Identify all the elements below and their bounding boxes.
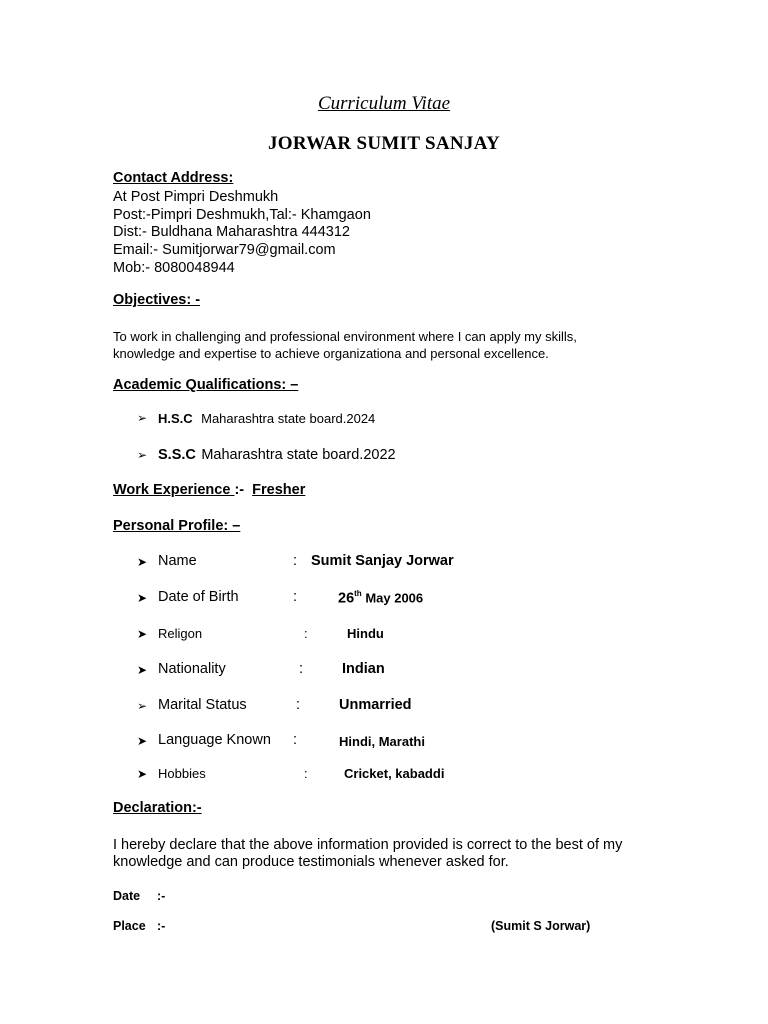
academic-heading: Academic Qualifications: – bbox=[113, 377, 299, 393]
contact-line: Post:-Pimpri Deshmukh,Tal:- Khamgaon bbox=[113, 207, 371, 223]
qualification-item bbox=[158, 410, 375, 428]
qualification-degree: H.S.C bbox=[158, 411, 193, 426]
work-heading: Work Experience bbox=[113, 482, 235, 498]
date-separator: :- bbox=[157, 889, 166, 903]
profile-label: Nationality bbox=[158, 661, 226, 677]
profile-colon: : bbox=[293, 553, 298, 569]
profile-label: Religon bbox=[158, 626, 203, 641]
objectives-text: To work in challenging and professional environment where I can apply my skills, bbox=[113, 329, 577, 344]
arrow-bullet-icon: ➤ bbox=[137, 663, 148, 677]
profile-label: Marital Status bbox=[158, 697, 247, 713]
declaration-text: knowledge and can produce testimonials whenever asked for. bbox=[113, 854, 509, 870]
arrow-bullet-icon: ➢ bbox=[137, 699, 148, 713]
work-value: Fresher bbox=[252, 482, 306, 498]
profile-value bbox=[338, 589, 423, 607]
place-label: Place bbox=[113, 919, 146, 933]
arrow-bullet-icon: ➤ bbox=[137, 767, 148, 781]
arrow-bullet-icon: ➢ bbox=[137, 448, 148, 462]
dob-day: 26 bbox=[338, 590, 355, 607]
profile-colon: : bbox=[296, 697, 301, 713]
qualification-item bbox=[158, 446, 396, 464]
objectives-text: knowledge and expertise to achieve organizationa and personal excellence. bbox=[113, 346, 549, 361]
work-separator: :- bbox=[234, 482, 245, 498]
profile-value: Hindu bbox=[347, 626, 384, 641]
work-experience bbox=[113, 482, 305, 498]
candidate-name: JORWAR SUMIT SANJAY bbox=[267, 133, 501, 154]
profile-colon: : bbox=[299, 661, 304, 677]
contact-email: Email:- Sumitjorwar79@gmail.com bbox=[113, 242, 336, 258]
profile-heading: Personal Profile: – bbox=[113, 518, 241, 534]
profile-value: Sumit Sanjay Jorwar bbox=[311, 553, 454, 569]
profile-label: Date of Birth bbox=[158, 589, 239, 605]
profile-label: Hobbies bbox=[158, 766, 206, 781]
qualification-degree: S.S.C bbox=[158, 447, 196, 463]
profile-colon: : bbox=[304, 626, 308, 641]
dob-month-year: May 2006 bbox=[361, 590, 424, 606]
profile-value: Indian bbox=[342, 661, 385, 677]
signature: (Sumit S Jorwar) bbox=[491, 919, 591, 933]
contact-mobile: Mob:- 8080048944 bbox=[113, 260, 235, 276]
profile-value: Cricket, kabaddi bbox=[344, 766, 445, 781]
profile-value: Unmarried bbox=[339, 697, 412, 713]
arrow-bullet-icon: ➤ bbox=[137, 555, 148, 569]
objectives-heading: Objectives: - bbox=[113, 292, 201, 308]
declaration-text: I hereby declare that the above information provided is correct to the best of my bbox=[113, 837, 623, 853]
arrow-bullet-icon: ➤ bbox=[137, 734, 148, 748]
declaration-heading: Declaration:- bbox=[113, 800, 202, 816]
dob-suffix: th bbox=[354, 589, 362, 598]
profile-colon: : bbox=[293, 732, 298, 748]
profile-label: Language Known bbox=[158, 732, 271, 748]
document-title: Curriculum Vitae bbox=[317, 93, 451, 114]
profile-label: Name bbox=[158, 553, 197, 569]
qualification-detail: Maharashtra state board.2024 bbox=[201, 411, 376, 426]
profile-colon: : bbox=[293, 589, 298, 605]
arrow-bullet-icon: ➢ bbox=[137, 411, 148, 425]
contact-line: Dist:- Buldhana Maharashtra 444312 bbox=[113, 224, 350, 240]
profile-colon: : bbox=[304, 766, 308, 781]
place-separator: :- bbox=[157, 919, 166, 933]
arrow-bullet-icon: ➤ bbox=[137, 591, 148, 605]
arrow-bullet-icon: ➤ bbox=[137, 627, 148, 641]
contact-line: At Post Pimpri Deshmukh bbox=[113, 189, 279, 205]
profile-value: Hindi, Marathi bbox=[339, 734, 425, 749]
contact-heading: Contact Address: bbox=[113, 170, 234, 186]
qualification-detail: Maharashtra state board.2022 bbox=[201, 447, 396, 463]
date-label: Date bbox=[113, 889, 141, 903]
